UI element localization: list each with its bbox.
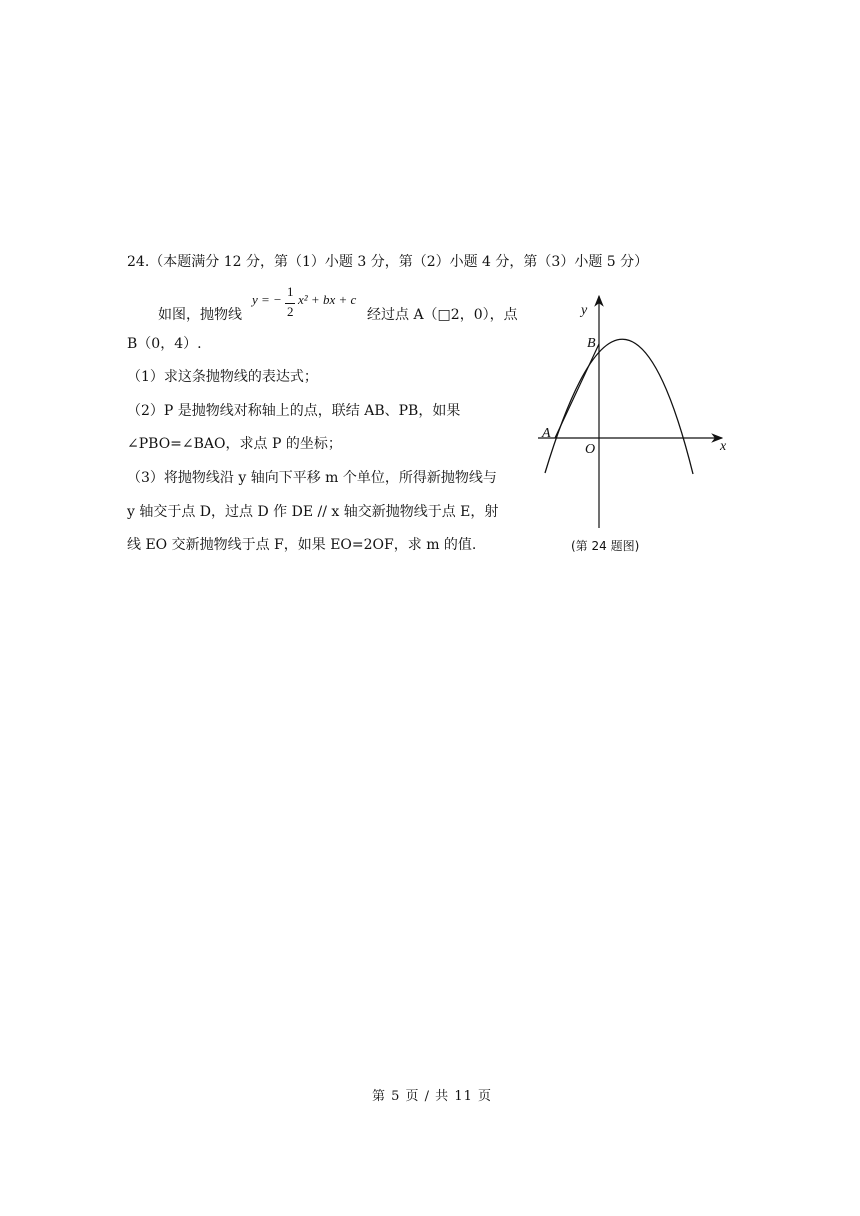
- point-b-label: B: [587, 336, 596, 351]
- figure-caption: (第 24 题图): [571, 539, 640, 553]
- intro-prefix: 如图，抛物线: [158, 307, 242, 323]
- question-2-line-1: （2）P 是抛物线对称轴上的点，联结 AB、PB，如果: [127, 403, 461, 419]
- parabola-figure: [530, 290, 740, 535]
- intro-suffix: 经过点 A（□2，0），点: [367, 307, 518, 323]
- question-1: （1）求这条抛物线的表达式；: [127, 369, 318, 385]
- question-3-line-2: y 轴交于点 D，过点 D 作 DE // x 轴交新抛物线于点 E，射: [127, 504, 499, 520]
- parabola-formula: [252, 284, 367, 324]
- point-b-line: B（0，4）.: [127, 336, 202, 352]
- formula-denominator: 2: [287, 304, 294, 319]
- parabola-curve: [545, 339, 693, 474]
- origin-label: O: [585, 442, 596, 457]
- formula-rhs: x² + bx + c: [298, 292, 357, 307]
- segment-ab: [555, 344, 599, 438]
- question-3-line-1: （3）将抛物线沿 y 轴向下平移 m 个单位，所得新抛物线与: [127, 470, 497, 486]
- question-3-line-3: 线 EO 交新抛物线于点 F，如果 EO=2OF，求 m 的值.: [127, 537, 477, 553]
- point-a-label: A: [542, 426, 551, 441]
- question-2-line-2: ∠PBO=∠BAO，求点 P 的坐标；: [127, 436, 342, 452]
- page-footer: 第 5 页 / 共 11 页: [372, 1089, 492, 1104]
- problem-header: 24.（本题满分 12 分，第（1）小题 3 分，第（2）小题 4 分，第（3）小题 5 分）: [127, 254, 649, 270]
- x-axis-label: x: [720, 439, 727, 454]
- formula-numerator: 1: [287, 284, 294, 299]
- formula-lhs: y = −: [252, 292, 282, 307]
- y-axis-label: y: [581, 303, 588, 318]
